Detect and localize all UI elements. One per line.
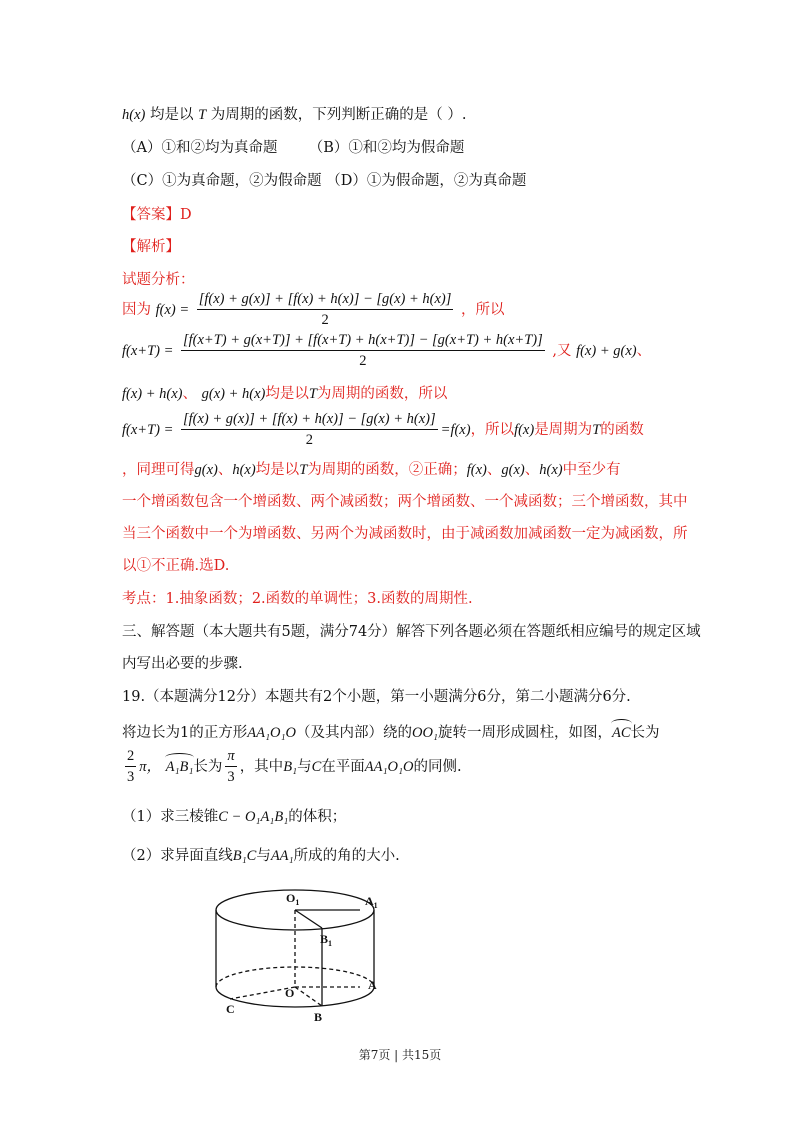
similar-text-2: 均是以: [255, 462, 300, 478]
label-B1: $B_1$: [320, 932, 333, 948]
arc-A1B1: A₁B₁: [166, 755, 194, 776]
frac-b-den: 3: [227, 769, 235, 785]
options-row-1: [122, 136, 464, 157]
math-AA1O1O: AA₁O₁O: [247, 725, 296, 741]
problem-stem: [122, 103, 466, 124]
math-gx: g(x): [194, 462, 218, 478]
kaodian: 考点：1.抽象函数；2.函数的单调性；3.函数的周期性.: [122, 591, 473, 607]
fraction-3-num: [f(x) + g(x)] + [f(x) + h(x)] − [g(x) + h(x)]: [181, 411, 438, 430]
math-B1C: B₁C: [232, 848, 257, 864]
analysis-intro: 试题分析：: [122, 272, 195, 288]
math-sum3: g(x) + h(x): [201, 386, 266, 402]
part2-text-b: 与: [256, 848, 271, 864]
answer-line: [122, 203, 192, 224]
option-c: （C）①为真命题，②为假命题: [122, 173, 322, 189]
part1-text-b: 的体积；: [288, 809, 347, 825]
frac-a-num: 2: [125, 748, 136, 767]
para-3: 当三个函数中一个为增函数、另两个为减函数时，由于减函数加减函数一定为减函数，所: [122, 526, 688, 542]
math-fxT: f(x+T) =: [122, 343, 174, 359]
math-AA1O1O-2: AA₁O₁O: [364, 759, 414, 775]
pi-text: π，: [139, 759, 162, 775]
because-text: 因为: [122, 302, 151, 318]
conclusion-1: ，所以: [470, 422, 515, 438]
arc-AC: AC: [612, 721, 631, 742]
section3-line1: 三、解答题（本大题共有5题，满分74分）解答下列各题必须在答题纸相应编号的规定区域: [122, 624, 701, 640]
fraction-pi-3: [225, 748, 236, 786]
option-d: （D）①为假命题，②为真命题: [326, 173, 527, 189]
label-O: O: [285, 986, 295, 1000]
options-row-2: [122, 169, 526, 190]
segment-OB: [295, 987, 322, 1006]
math-fx-plain: f(x): [514, 422, 535, 438]
math-f-list: f(x): [466, 462, 487, 478]
q19-text-1: [122, 721, 660, 742]
math-T: T: [198, 107, 207, 123]
formula-3: [122, 411, 644, 449]
fraction-3-den: 2: [305, 432, 313, 448]
q19-text1c: 旋转一周形成圆柱，如图，: [437, 725, 612, 741]
text2c: 在平面: [321, 759, 365, 775]
fraction-2: [181, 332, 545, 370]
page-footer: 第7页 | 共15页: [358, 1048, 442, 1062]
text2b: ，其中: [239, 759, 284, 775]
math-AA1: AA₁: [270, 848, 294, 864]
conclusion-1c: 的函数: [600, 422, 644, 438]
q19-header: 19.（本题满分12分）本题共有2个小题，第一小题满分6分，第二小题满分6分.: [122, 689, 631, 705]
sep-1: 、: [636, 343, 652, 359]
option-b: （B）①和②均为假命题: [308, 140, 465, 156]
q19-text1a: 将边长为1的正方形: [122, 725, 248, 741]
len-text: 长为: [193, 759, 223, 775]
fraction-2-3: [125, 748, 136, 786]
comma-b: 、: [486, 462, 502, 478]
q19-text1b: （及其内部）绕的: [295, 725, 412, 741]
sep-2: 、: [182, 386, 197, 402]
math-hx: h(x): [122, 107, 146, 123]
similar-text-4: 中至少有: [562, 462, 621, 478]
option-a: （A）①和②均为真命题: [122, 140, 278, 156]
math-h-list: h(x): [539, 462, 563, 478]
math-fx: f(x) =: [155, 302, 190, 318]
math-T-sim: T: [299, 462, 308, 478]
math-sum2: f(x) + h(x): [122, 386, 183, 402]
part2-text-c: 所成的角的大小.: [293, 848, 400, 864]
segment-O1B1: [295, 910, 322, 928]
stem-text-2: 为周期的函数，下列判断正确的是（ ）.: [210, 107, 467, 123]
para-4: 以①不正确.选D.: [122, 558, 230, 574]
math-hx2: h(x): [232, 462, 256, 478]
and-text: 与: [297, 759, 312, 775]
label-C: C: [226, 1002, 235, 1016]
comma-c: 、: [524, 462, 540, 478]
label-A: A: [368, 978, 377, 992]
formula-2b: [122, 382, 447, 403]
cylinder-figure: [200, 885, 400, 1025]
part2-text: （2）求异面直线: [122, 848, 233, 864]
similar-text: ，同理可得: [122, 462, 195, 478]
periodic-text: 均是以: [265, 386, 309, 402]
fraction-1: [197, 291, 454, 329]
q19-text1d: 长为: [630, 725, 660, 741]
similar-text-3: 为周期的函数，②正确；: [307, 462, 467, 478]
analysis-label: 【解析】: [122, 239, 180, 255]
answer-label: 【答案】: [122, 207, 180, 223]
answer-value: D: [180, 207, 192, 223]
q19-text-2: [122, 748, 462, 786]
fraction-2-num: [f(x+T) + g(x+T)] + [f(x+T) + h(x+T)] − [g(x+T) + h(x+T)]: [181, 332, 545, 351]
similar-line: [122, 458, 621, 479]
conclusion-1b: 是周期为: [534, 422, 593, 438]
stem-text: 均是以: [149, 107, 194, 123]
comma-a: 、: [217, 462, 233, 478]
math-T3: T: [592, 422, 601, 438]
q19-part-1: [122, 805, 346, 826]
para-2: 一个增函数包含一个增函数、两个减函数；两个增函数、一个减函数；三个增函数，其中: [122, 494, 688, 510]
so-text: ，所以: [461, 302, 505, 318]
math-C-O1A1B1: C − O₁A₁B₁: [218, 809, 289, 825]
frac-a-den: 3: [127, 769, 135, 785]
label-O1: $O_1$: [286, 891, 300, 907]
text2d: 的同侧.: [413, 759, 462, 775]
periodic-text-2: 为周期的函数，所以: [316, 386, 448, 402]
math-g-list: g(x): [501, 462, 525, 478]
also-text: ,又: [552, 343, 572, 359]
math-OO1: OO₁: [411, 725, 438, 741]
frac-b-num: π: [225, 748, 236, 767]
math-fxT2: f(x+T) =: [122, 422, 174, 438]
fraction-3: [181, 411, 438, 449]
math-T2: T: [308, 386, 317, 402]
part1-text: （1）求三棱锥: [122, 809, 219, 825]
math-B1: B₁: [283, 759, 298, 775]
math-C: C: [311, 759, 322, 775]
fraction-1-den: 2: [321, 312, 329, 328]
label-B: B: [314, 1010, 323, 1024]
fraction-1-num: [f(x) + g(x)] + [f(x) + h(x)] − [g(x) + h(x)]: [197, 291, 454, 310]
eq-fx: =f(x): [440, 422, 471, 438]
label-A1: $A_1$: [365, 894, 378, 910]
formula-2: [122, 332, 651, 370]
fraction-2-den: 2: [359, 353, 367, 369]
math-sum1: f(x) + g(x): [576, 343, 637, 359]
q19-part-2: [122, 844, 400, 865]
formula-1: [122, 291, 505, 329]
section3-line2: 内写出必要的步骤.: [122, 656, 243, 672]
